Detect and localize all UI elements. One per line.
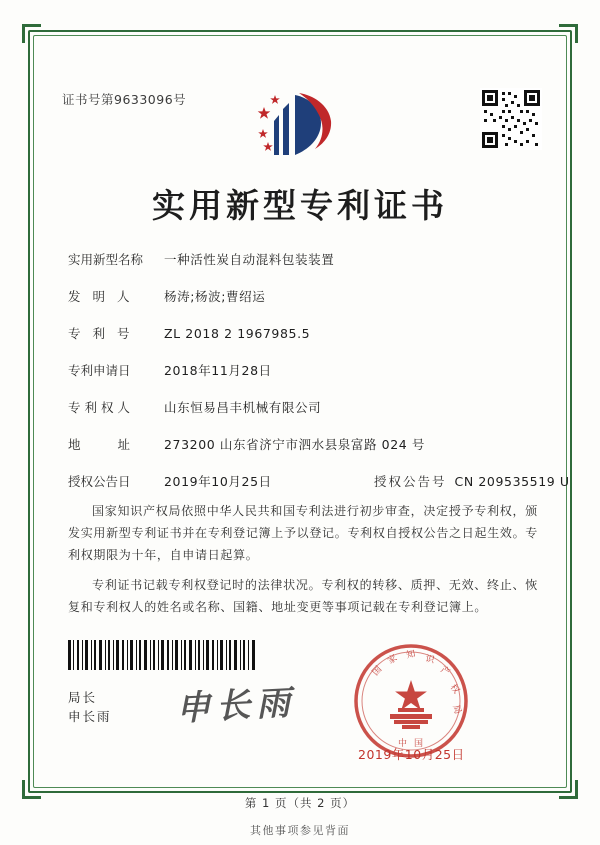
svg-text:识: 识 [424, 654, 436, 666]
field-row-patent-number [68, 324, 540, 342]
svg-text:局: 局 [450, 703, 463, 716]
certificate-fields [68, 250, 570, 509]
legal-text [68, 500, 538, 626]
field-value-address: 273200 山东省济宁市泗水县泉富路 024 号 [164, 437, 425, 452]
field-label-invention-name: 实用新型名称 [68, 252, 144, 267]
field-row-name [68, 250, 540, 268]
corner-ornament-top-right [559, 24, 578, 43]
svg-text:权: 权 [447, 682, 462, 696]
svg-text:产: 产 [438, 665, 452, 679]
page-title: 实用新型专利证书 [152, 186, 448, 225]
field-label-application-date: 专利申请日 [68, 363, 131, 378]
svg-text:国: 国 [414, 739, 424, 749]
field-label-grant-publication-number: 授权公告号 [374, 474, 447, 489]
handwritten-signature: 申长雨 [175, 682, 298, 730]
field-row-inventor [68, 287, 540, 305]
footer-note: 其他事项参见背面 [250, 824, 350, 837]
field-value-inventor: 杨涛;杨波;曹绍运 [164, 289, 266, 304]
page-number: 第 1 页（共 2 页） [244, 796, 356, 810]
seal-date: 2019年10月25日 [358, 747, 465, 762]
field-label-inventor: 发 明 人 [68, 289, 134, 304]
field-value-grant-date: 2019年10月25日 [164, 474, 272, 489]
svg-text:中: 中 [398, 739, 408, 749]
field-row-patentee [68, 398, 540, 416]
signature-role: 局长 [68, 690, 98, 705]
signature-block [68, 688, 112, 726]
barcode-icon [68, 640, 258, 670]
field-value-patent-number: ZL 2018 2 1967985.5 [164, 326, 311, 341]
svg-text:国: 国 [370, 664, 385, 679]
legal-paragraph-2: 专利证书记载专利权登记时的法律状况。专利权的转移、质押、无效、终止、恢复和专利权人的姓名或名称、国籍、地址变更等事项记载在专利登记簿上。 [68, 578, 538, 614]
field-row-address [68, 435, 540, 453]
field-row-application-date [68, 361, 540, 379]
field-label-address: 地 址 [68, 437, 135, 452]
field-label-patentee: 专 利 权 人 [68, 400, 130, 415]
legal-paragraph-1: 国家知识产权局依照中华人民共和国专利法进行初步审查，决定授予专利权，颁发实用新型专利证书并在专利登记簿上予以登记。专利权自授权公告之日起生效。专利权期限为十年，自申请日起算。 [68, 504, 538, 562]
field-row-grant [68, 472, 570, 490]
svg-text:家: 家 [386, 653, 400, 667]
field-value-invention-name: 一种活性炭自动混料包装装置 [164, 252, 335, 267]
corner-ornament-top-left [22, 24, 41, 43]
qr-code-icon [480, 88, 542, 150]
svg-text:知: 知 [405, 649, 417, 661]
field-value-patentee: 山东恒易昌丰机械有限公司 [164, 400, 322, 415]
field-label-patent-number: 专 利 号 [68, 326, 134, 341]
field-value-grant-publication-number: CN 209535519 U [454, 474, 570, 489]
signature-name: 申长雨 [68, 709, 112, 724]
field-label-grant-date: 授权公告日 [68, 474, 131, 489]
cnipa-logo-icon [255, 85, 345, 160]
official-seal-icon [352, 642, 470, 760]
certificate-number: 证书号第9633096号 [62, 92, 187, 107]
field-value-application-date: 2018年11月28日 [164, 363, 272, 378]
